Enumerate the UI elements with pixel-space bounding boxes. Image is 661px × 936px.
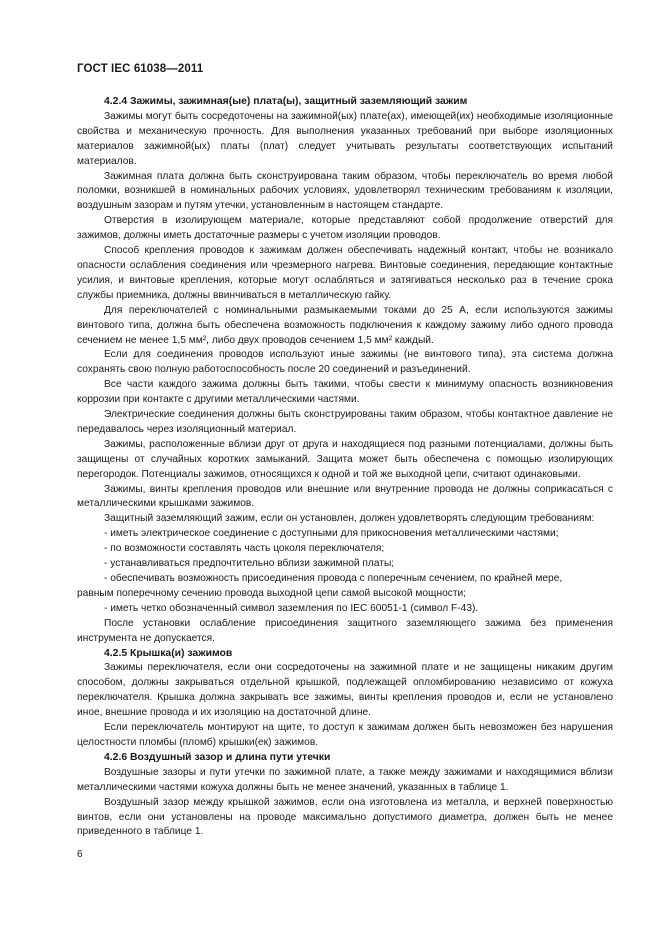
paragraph: Если для соединения проводов используют иные зажимы (не винтового типа), эта система должна сохранять свою полную работоспособность после 20 соединений и разъединений. xyxy=(77,349,613,376)
paragraph: Воздушные зазоры и пути утечки по зажимной плате, а также между зажимами и находящимися вблизи металлическими частями кожуха должны быть не менее значений, указанных в таблице 1. xyxy=(77,766,613,793)
paragraph: Зажимная плата должна быть сконструирована таким образом, чтобы переключатель во время любой поломки, возникшей в номинальных рабочих условиях, удовлетворял техническим требованиям к изоляции, воздушным зазорам и путям утечки, установленным в настоящем стандарте. xyxy=(77,170,613,212)
list-item: - устанавливаться предпочтительно вблизи зажимной платы; xyxy=(104,558,395,570)
page-number: 6 xyxy=(77,849,83,860)
paragraph: После установки ослабление присоединения защитного заземляющего зажима без применения инструмента не допускается. xyxy=(77,617,613,644)
section-heading: 4.2.5 Крышка(и) зажимов xyxy=(104,647,233,659)
list-item: - обеспечивать возможность присоединения провода с поперечным сечением, по крайней мере, xyxy=(104,573,563,584)
list-item-continuation: равным поперечному сечению провода выходной цепи самой высокой мощности; xyxy=(77,587,467,599)
document-body xyxy=(77,95,613,840)
section-heading: 4.2.4 Зажимы, зажимная(ые) плата(ы), защитный заземляющий зажим xyxy=(104,96,468,107)
paragraph: Зажимы, винты крепления проводов или внешние или внутренние провода не должны соприкасаться с металлическими крышками зажимов. xyxy=(77,483,613,510)
list-item: - по возможности составлять часть цоколя переключателя; xyxy=(104,543,385,555)
list-item: - иметь электрическое соединение с доступными для прикосновения металлическими частями; xyxy=(104,528,559,540)
paragraph: Защитный заземляющий зажим, если он установлен, должен удовлетворять следующим требованиям: xyxy=(104,513,595,525)
paragraph: Если переключатель монтируют на щите, то доступ к зажимам должен быть невозможен без нарушения целостности пломбы (пломб) крышки(ек) зажимов. xyxy=(77,722,613,748)
paragraph: Все части каждого зажима должны быть такими, чтобы свести к минимуму опасность возникновения коррозии при контакте с другими металлическими частями. xyxy=(77,379,613,406)
paragraph: Способ крепления проводов к зажимам должен обеспечивать надежный контакт, чтобы не возникало опасности ослабления соединения или чрезмерного нагрева. Винтовые соединения, передающие контактные усилия, и винтовые крепления, которые могут ослабляться и затягиваться несколько раз в течение срока службы приемника, должны ввинчиваться в металлическую гайку. xyxy=(77,245,613,301)
paragraph: Электрические соединения должны быть сконструированы таким образом, чтобы контактное давление не передавалось через изоляционный материал. xyxy=(77,409,613,435)
document-header: ГОСТ IEC 61038—2011 xyxy=(77,63,204,75)
list-item: - иметь четко обозначенный символ заземления по IEC 60051-1 (символ F-43). xyxy=(104,602,479,614)
paragraph: Зажимы могут быть сосредоточены на зажимной(ых) плате(ах), имеющей(их) необходимые изоляционные свойства и механическую прочность. Для выполнения указанных требований при выборе изоляционных материалов зажимной(ых) платы (плат) следует учитывать результаты соответствующих испытаний материалов. xyxy=(77,110,613,167)
paragraph: Воздушный зазор между крышкой зажимов, если она изготовлена из металла, и верхней поверхностью винтов, если они установлены на проводе максимально допустимого диаметра, должен быть не менее приведенного в таблице 1. xyxy=(77,796,613,838)
paragraph: Для переключателей с номинальными размыкаемыми токами до 25 А, если используются зажимы винтового типа, должна быть обеспечена возможность подключения к каждому зажиму либо одного провода сечением не менее 1,5 мм², либо двух проводов сечением 1,5 мм² каждый. xyxy=(77,304,613,346)
paragraph: Отверстия в изолирующем материале, которые представляют собой продолжение отверстий для зажимов, должны иметь достаточные размеры с учетом изоляции проводов. xyxy=(77,215,613,242)
paragraph: Зажимы, расположенные вблизи друг от друга и находящиеся под разными потенциалами, должны быть защищены от случайных коротких замыканий. Защита может быть обеспечена с помощью изолирующих перегородок. Потенциалы зажимов, относящихся к одной и той же выходной цепи, считают одинаковыми. xyxy=(77,438,613,480)
section-heading: 4.2.6 Воздушный зазор и длина пути утечки xyxy=(104,751,331,763)
paragraph: Зажимы переключателя, если они сосредоточены на зажимной плате и не защищены никаким другим способом, должны закрываться отдельной крышкой, подлежащей опломбированию независимо от кожуха переключателя. Крышка должна закрывать все зажимы, винты крепления проводов и, если не установлено иное, внешние провода и их изоляцию на достаточной длине. xyxy=(77,662,613,719)
